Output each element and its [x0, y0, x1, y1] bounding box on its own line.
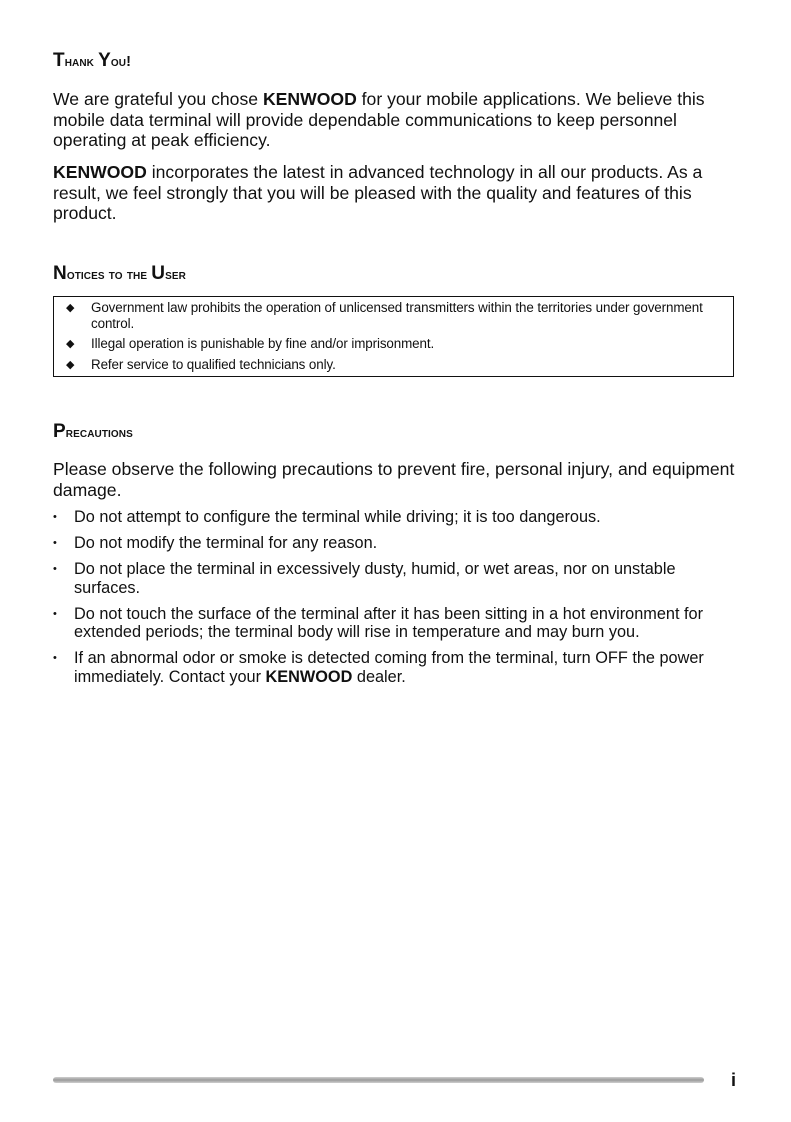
precaution-item	[53, 508, 737, 527]
brand-name: KENWOOD	[265, 667, 353, 686]
notice-item	[54, 336, 733, 352]
precautions-intro: Please observe the following precautions to prevent fire, personal injury, and equipment damage.	[53, 459, 735, 500]
precaution-item	[53, 605, 737, 642]
paragraph-text: for your mobile applications. We believe this mobile data terminal will provide dependable communications to keep personnel operating at peak efficiency.	[53, 89, 705, 150]
notice-text: Illegal operation is punishable by fine and/or imprisonment.	[91, 336, 435, 351]
precaution-item	[53, 649, 737, 686]
precaution-item	[53, 560, 737, 597]
brand-name: KENWOOD	[53, 162, 147, 182]
precaution-text: Do not place the terminal in excessively dusty, humid, or wet areas, nor on unstable surfaces.	[74, 560, 676, 597]
heading-initial: N	[53, 263, 67, 284]
heading-text: ou!	[110, 54, 132, 70]
precaution-text: If an abnormal odor or smoke is detected coming from the terminal, turn OFF the power immediately. Contact your	[74, 649, 704, 686]
heading-initial: T	[53, 50, 65, 71]
heading-text: otices to the	[66, 267, 152, 283]
thank-you-heading	[53, 50, 131, 72]
precaution-text: Do not touch the surface of the terminal after it has been sitting in a hot environment for extended periods; the terminal body will rise in temperature and may burn you.	[74, 604, 703, 641]
bullet-icon: •	[53, 652, 57, 664]
notice-item	[54, 300, 733, 331]
heading-initial: U	[151, 263, 166, 284]
diamond-bullet-icon: ◆	[66, 338, 75, 350]
heading-initial: Y	[98, 50, 111, 71]
notices-list	[54, 300, 733, 372]
paragraph-text: We are grateful you chose	[53, 89, 263, 109]
notices-box	[53, 296, 734, 377]
heading-text: ser	[165, 267, 186, 283]
bullet-icon: •	[53, 537, 57, 549]
bullet-icon: •	[53, 607, 57, 620]
diamond-bullet-icon: ◆	[66, 358, 75, 371]
thank-you-paragraph-1	[53, 89, 737, 151]
precaution-text: dealer.	[352, 667, 406, 686]
precaution-item	[53, 534, 737, 553]
precautions-heading	[53, 421, 133, 443]
paragraph-text: incorporates the latest in advanced technology in all our products. As a result, we feel strongly that you will be pleased with the quality and features of this product.	[53, 162, 703, 223]
brand-name: KENWOOD	[262, 89, 357, 109]
page-number: i	[731, 1070, 737, 1090]
precaution-text: Do not attempt to configure the terminal while driving; it is too dangerous.	[74, 508, 601, 526]
thank-you-paragraph-2	[53, 162, 737, 224]
bullet-icon: •	[53, 511, 57, 523]
precautions-list	[53, 508, 737, 694]
precaution-text: Do not modify the terminal for any reason.	[74, 534, 378, 552]
diamond-bullet-icon: ◆	[66, 302, 75, 314]
heading-text: hank	[64, 54, 99, 70]
notice-text: Refer service to qualified technicians only.	[91, 356, 336, 372]
heading-text: recautions	[65, 425, 133, 441]
bullet-icon: •	[53, 563, 57, 575]
heading-initial: P	[53, 421, 66, 442]
notice-item	[54, 357, 733, 373]
notice-text: Government law prohibits the operation of unlicensed transmitters within the territories under government control.	[91, 300, 703, 331]
footer-divider	[53, 1077, 704, 1083]
notices-heading	[53, 263, 186, 285]
